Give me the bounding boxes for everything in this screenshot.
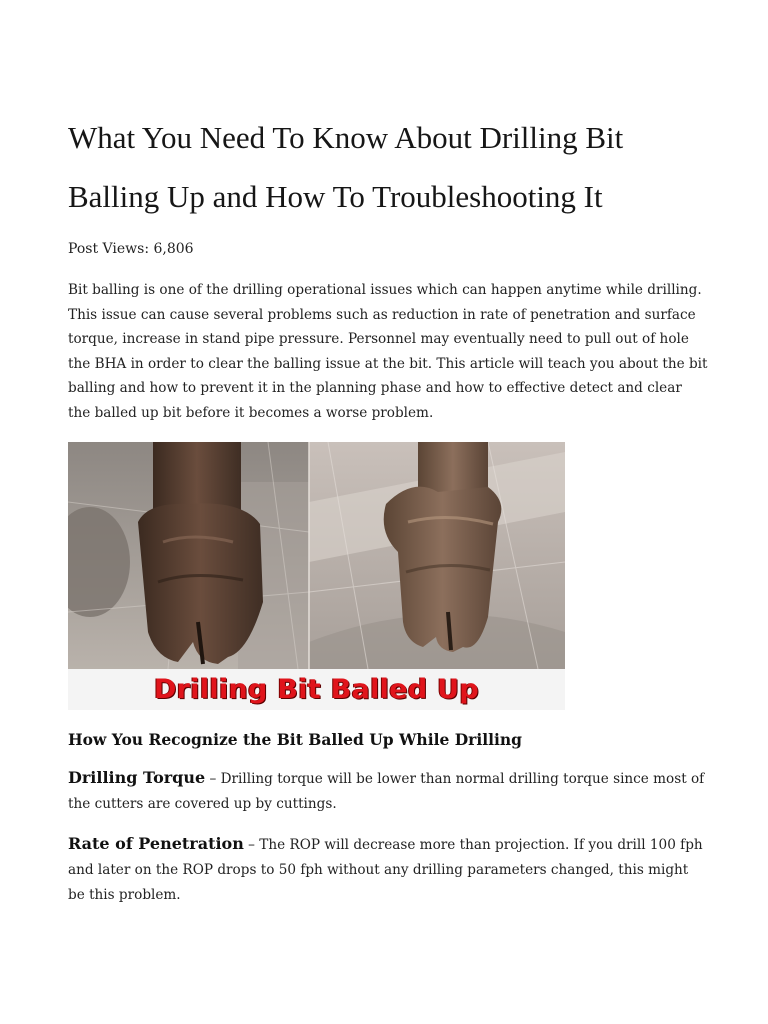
indicator-description: – The ROP will decrease more than projection. If you drill 100 fph and later on the ROP drops to 50 fph without any drilling parameters changed, this might be this problem.	[68, 836, 703, 903]
intro-paragraph: Bit balling is one of the drilling operational issues which can happen anytime while drilling. This issue can cause several problems such as reduction in rate of penetration and surface torque, increase in stand pipe pressure. Personnel may eventually need to pull out of hole the BHA in order to clear the balling issue at the bit. This article will teach you about the bit balling and how to prevent it in the planning phase and how to effective detect and clear the balled up bit before it becomes a worse problem.	[68, 282, 708, 421]
indicator-drilling-torque	[68, 765, 708, 817]
indicator-rate-of-penetration	[68, 831, 708, 908]
indicator-description: – Drilling torque will be lower than normal drilling torque since most of the cutters are covered up by cuttings.	[68, 770, 705, 812]
article	[68, 108, 708, 908]
balled-up-bit-photo	[68, 442, 565, 710]
indicator-term: Rate of Penetration	[68, 833, 244, 853]
indicator-term: Drilling Torque	[68, 767, 206, 787]
post-views: Post Views: 6,806	[68, 241, 194, 257]
photo-caption: Drilling Bit Balled Up	[68, 669, 565, 710]
section-subheading: How You Recognize the Bit Balled Up While Drilling	[68, 729, 522, 749]
article-title: What You Need To Know About Drilling Bit Balling Up and How To Troubleshooting It	[68, 120, 624, 214]
